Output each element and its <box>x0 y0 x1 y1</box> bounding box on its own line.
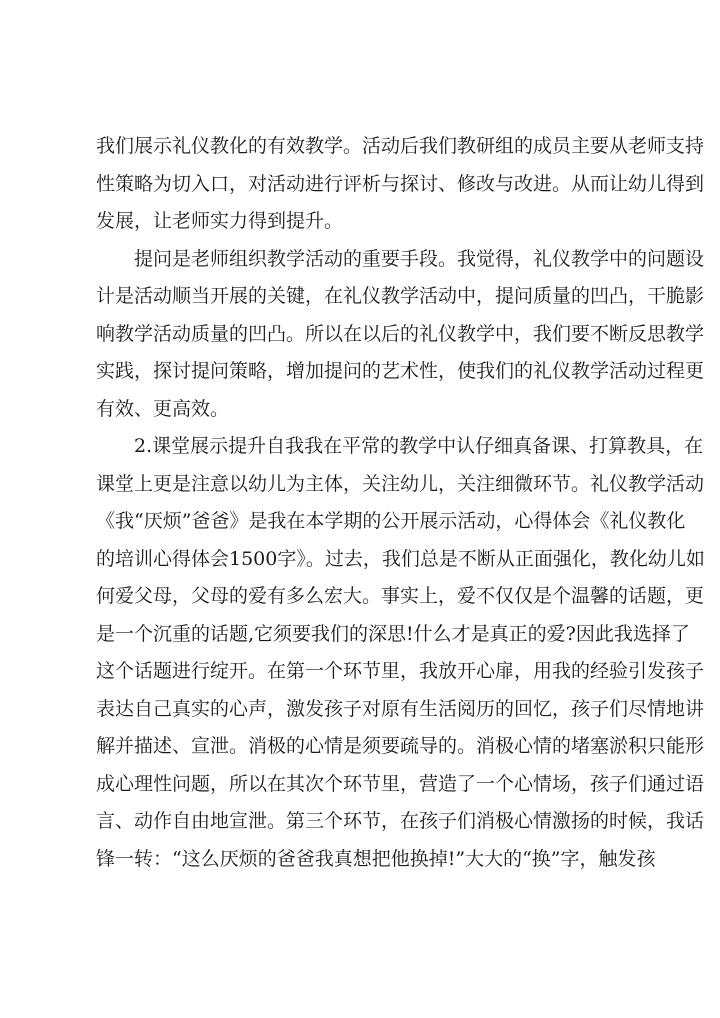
paragraph-3 <box>96 428 705 878</box>
text-line: 言、动作自由地宣泄。第三个环节，在孩子们消极心情激扬的时候，我话 <box>96 810 705 832</box>
text-line: 我们展示礼仪教化的有效教学。活动后我们教研组的成员主要从老师支持 <box>96 135 705 157</box>
text-line: 表达自己真实的心声，激发孩子对原有生活阅历的回忆，孩子们尽情地讲 <box>96 697 705 720</box>
text-line: 计是活动顺当开展的关键，在礼仪教学活动中，提问质量的凹凸，干脆影 <box>96 285 705 307</box>
text-line: 的培训心得体会1500字》。过去，我们总是不断从正面强化，教化幼儿如 <box>96 547 705 570</box>
text-line: 何爱父母，父母的爱有多么宏大。事实上，爱不仅仅是个温馨的话题，更 <box>96 585 705 607</box>
text-line: 这个话题进行绽开。在第一个环节里，我放开心扉，用我的经验引发孩子 <box>96 660 705 682</box>
text-line: 实践，探讨提问策略，增加提问的艺术性，使我们的礼仪教学活动过程更 <box>96 360 705 382</box>
text-line: 解并描述、宣泄。消极的心情是须要疏导的。消极心情的堵塞淤积只能形 <box>96 735 705 757</box>
paragraph-2 <box>96 241 705 429</box>
text-line: 提问是老师组织教学活动的重要手段。我觉得，礼仪教学中的问题设 <box>134 247 705 270</box>
text-line: 课堂上更是注意以幼儿为主体，关注幼儿，关注细微环节。礼仪教学活动 <box>96 472 705 495</box>
text-line: 《我“厌烦”爸爸》是我在本学期的公开展示活动，心得体会《礼仪教化 <box>96 510 686 532</box>
text-line: 是一个沉重的话题,它须要我们的深思!什么才是真正的爱?因此我选择了 <box>96 622 690 645</box>
text-line: 发展，让老师实力得到提升。 <box>96 210 344 232</box>
text-line: 性策略为切入口，对活动进行评析与探讨、修改与改进。从而让幼儿得到 <box>96 172 705 195</box>
document-page <box>96 128 705 878</box>
text-line: 响教学活动质量的凹凸。所以在以后的礼仪教学中，我们要不断反思教学 <box>96 322 705 345</box>
paragraph-1 <box>96 128 705 241</box>
text-line: 有效、更高效。 <box>96 397 230 420</box>
text-line: 2.课堂展示提升自我我在平常的教学中认仔细真备课、打算教具，在 <box>134 435 704 457</box>
text-line: 锋一转：“这么厌烦的爸爸我真想把他换掉!”大大的“换”字，触发孩 <box>96 847 656 870</box>
text-line: 成心理性问题，所以在其次个环节里，营造了一个心情场，孩子们通过语 <box>96 772 705 795</box>
